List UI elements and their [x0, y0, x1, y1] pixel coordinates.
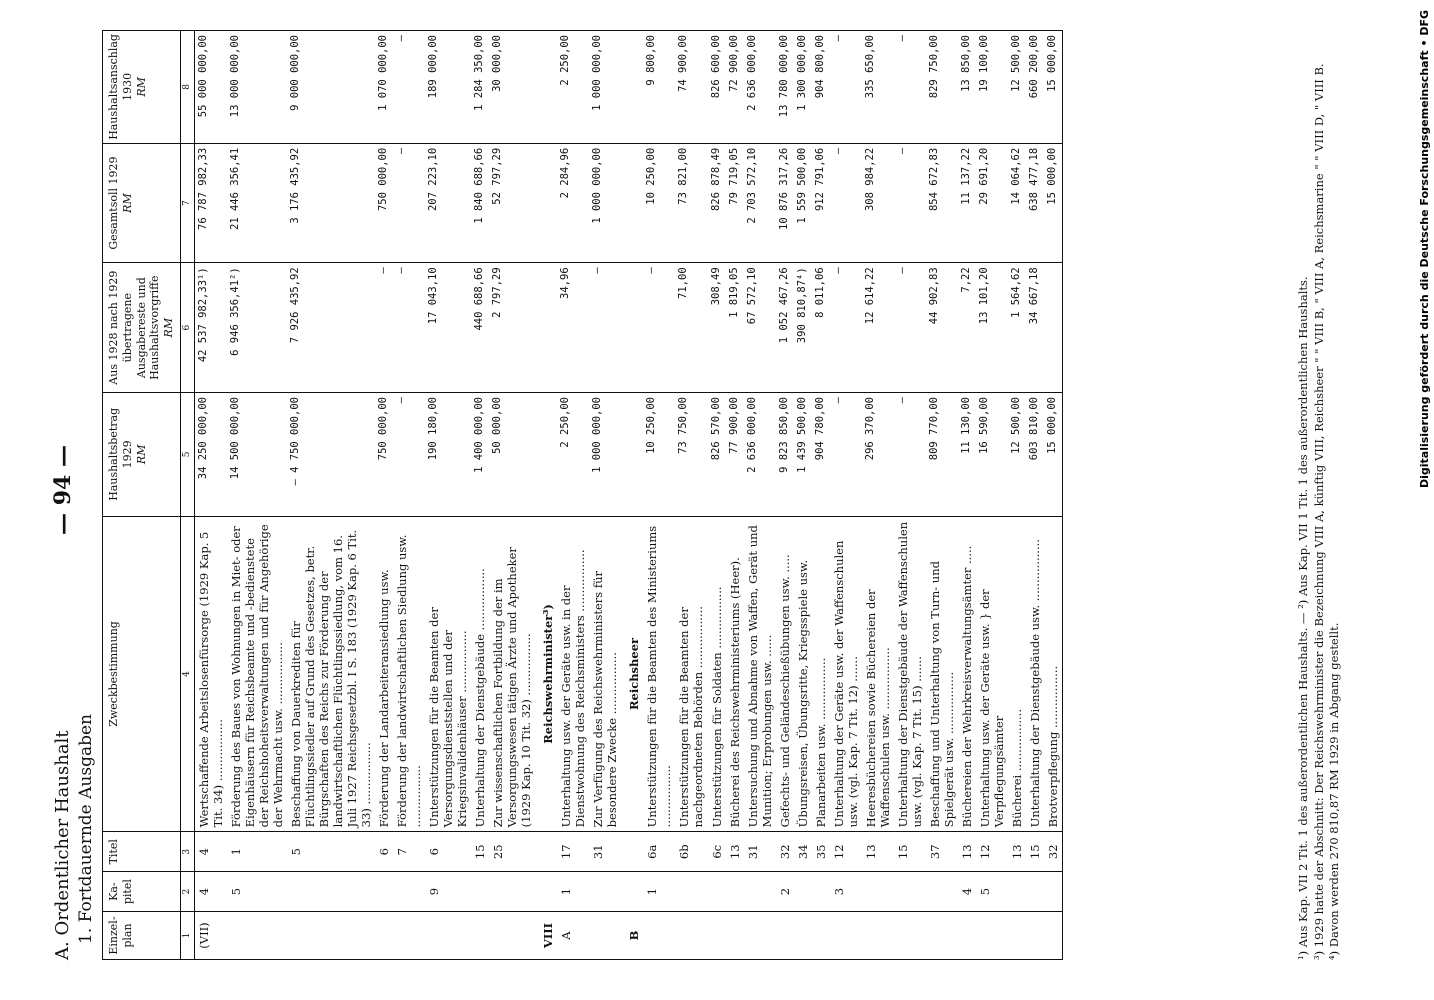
- table-row: [375, 31, 393, 960]
- column-number: 4: [180, 516, 194, 832]
- kapitel-cell: 9: [425, 872, 471, 912]
- zweck-cell: Bücherei .................: [1008, 516, 1026, 832]
- gesamtsoll-cell: 29 691,20: [976, 143, 1008, 263]
- betrag-1929-cell: 809 770,00: [926, 393, 958, 517]
- uebertragen-cell: —: [894, 263, 926, 393]
- gesamtsoll-cell: 2 703 572,10: [744, 143, 776, 263]
- gesamtsoll-cell: 1 559 500,00: [794, 143, 812, 263]
- empty-cell: [535, 143, 557, 263]
- uebertragen-cell: 2 797,29: [489, 263, 535, 393]
- table-row: [794, 31, 812, 960]
- titel-cell: 7: [393, 832, 425, 872]
- titel-cell: 6b: [675, 832, 707, 872]
- titel-cell: 35: [812, 832, 830, 872]
- table-row: [862, 31, 894, 960]
- kapitel-cell: 2: [776, 872, 794, 912]
- betrag-1929-cell: 9 823 850,00: [776, 393, 794, 517]
- zweck-cell: Förderung des Baues von Wohnungen in Miet- oder Eigenhäusern für Reichsbeamte und -bedienstete der Reichshoheitsverwaltungen und für Angehörige der Wehrmacht usw. .................: [227, 516, 287, 832]
- section-heading: Reichsheer: [621, 516, 643, 832]
- dfg-credit-text: Digitalisierung gefördert durch die Deutsche Forschungsgemeinschaft • DFG: [1418, 10, 1431, 489]
- plan-cell: [976, 912, 1008, 960]
- anschlag-1930-cell: 55 000 000,00: [195, 31, 228, 144]
- uebertragen-cell: 8 011,06: [812, 263, 830, 393]
- plan-cell: (VII): [195, 912, 228, 960]
- anschlag-1930-cell: 1 070 000,00: [375, 31, 393, 144]
- zweck-cell: Unterhaltung der Dienstgebäude .................: [471, 516, 489, 832]
- zweck-cell: Brotverpflegung .................: [1044, 516, 1063, 832]
- column-header: Titel: [103, 832, 181, 872]
- titel-cell: 32: [1044, 832, 1063, 872]
- empty-cell: [535, 872, 557, 912]
- kapitel-cell: [794, 872, 812, 912]
- kapitel-cell: 1: [557, 872, 589, 912]
- page-number: — 94 —: [50, 445, 76, 535]
- anschlag-1930-cell: 13 850,00: [958, 31, 976, 144]
- titel-cell: 6: [375, 832, 393, 872]
- anschlag-1930-cell: 660 200,00: [1026, 31, 1044, 144]
- table-row: [589, 31, 621, 960]
- zweck-cell: Unterhaltung der Dienstgebäude der Waffenschulen usw. (vgl. Kap. 7 Tit. 15) .......: [894, 516, 926, 832]
- zweck-cell: Unterhaltung der Dienstgebäude usw. .................: [1026, 516, 1044, 832]
- plan-cell: [425, 912, 471, 960]
- zweck-cell: Zur Verfügung des Reichswehrministers für besondere Zwecke .................: [589, 516, 621, 832]
- betrag-1929-cell: 750 000,00: [375, 393, 393, 517]
- footnote: ¹) Aus Kap. VII 2 Tit. 1 des außerordentlichen Haushalts. — ²) Aus Kap. VII 1 Tit. 1 des außerordentlichen Haushalts.: [1296, 276, 1310, 960]
- column-number: 6: [180, 263, 194, 393]
- betrag-1929-cell: 12 500,00: [1008, 393, 1026, 517]
- column-header: Haushaltsbetrag 1929 RM: [103, 393, 181, 517]
- betrag-1929-cell: —: [830, 393, 862, 517]
- titel-cell: 13: [862, 832, 894, 872]
- plan-cell: [287, 912, 375, 960]
- zweck-cell: Übungsreisen, Übungsritte, Kriegsspiele usw.: [794, 516, 812, 832]
- kapitel-cell: [393, 872, 425, 912]
- zweck-cell: Unterhaltung usw. der Geräte usw. } der Verpflegungsämter: [976, 516, 1008, 832]
- anschlag-1930-cell: 19 100,00: [976, 31, 1008, 144]
- plan-cell: [830, 912, 862, 960]
- titel-cell: 32: [776, 832, 794, 872]
- plan-cell: [675, 912, 707, 960]
- plan-cell: [393, 912, 425, 960]
- anschlag-1930-cell: 12 500,00: [1008, 31, 1026, 144]
- column-number: 7: [180, 143, 194, 263]
- gesamtsoll-cell: —: [393, 143, 425, 263]
- column-number: 2: [180, 872, 194, 912]
- titel-cell: 4: [195, 832, 228, 872]
- kapitel-cell: [862, 872, 894, 912]
- betrag-1929-cell: 14 500 000,00: [227, 393, 287, 517]
- table-row: [471, 31, 489, 960]
- anschlag-1930-cell: 829 750,00: [926, 31, 958, 144]
- kapitel-cell: [926, 872, 958, 912]
- betrag-1929-cell: 296 370,00: [862, 393, 894, 517]
- kapitel-cell: [287, 872, 375, 912]
- table-row: [643, 31, 675, 960]
- plan-cell: A: [557, 912, 589, 960]
- table-row: [894, 31, 926, 960]
- zweck-cell: Förderung der landwirtschaftlichen Siedlung usw. .................: [393, 516, 425, 832]
- zweck-cell: Unterstützungen für die Beamten der Versorgungsdienststellen und der Kriegsinvalidenhäuser .................: [425, 516, 471, 832]
- anschlag-1930-cell: 13 000 000,00: [227, 31, 287, 144]
- column-number: 5: [180, 393, 194, 517]
- section-row: [621, 31, 643, 960]
- uebertragen-cell: —: [643, 263, 675, 393]
- table-row: [744, 31, 776, 960]
- section-heading: Reichswehrminister³): [535, 516, 557, 832]
- titel-cell: 1: [227, 832, 287, 872]
- anschlag-1930-cell: 826 600,00: [708, 31, 726, 144]
- titel-cell: 37: [926, 832, 958, 872]
- gesamtsoll-cell: 52 797,29: [489, 143, 535, 263]
- kapitel-cell: [1026, 872, 1044, 912]
- kapitel-cell: [489, 872, 535, 912]
- zweck-cell: Förderung der Landarbeiteransiedlung usw.: [375, 516, 393, 832]
- betrag-1929-cell: 73 750,00: [675, 393, 707, 517]
- uebertragen-cell: 390 810,87⁴): [794, 263, 812, 393]
- plan-cell: [776, 912, 794, 960]
- zweck-cell: Planarbeiten usw. .................: [812, 516, 830, 832]
- column-header: Haushaltsanschlag 1930 RM: [103, 31, 181, 144]
- zweck-cell: Untersuchung und Abnahme von Waffen, Gerät und Munition; Erprobungen usw. ......: [744, 516, 776, 832]
- empty-cell: [535, 832, 557, 872]
- betrag-1929-cell: 16 590,00: [976, 393, 1008, 517]
- betrag-1929-cell: 1 000 000,00: [589, 393, 621, 517]
- uebertragen-cell: 440 688,66: [471, 263, 489, 393]
- table-row: [926, 31, 958, 960]
- kapitel-cell: [726, 872, 744, 912]
- kapitel-cell: [589, 872, 621, 912]
- table-row: [393, 31, 425, 960]
- uebertragen-cell: 7 926 435,92: [287, 263, 375, 393]
- titel-cell: 31: [744, 832, 776, 872]
- gesamtsoll-cell: 14 064,62: [1008, 143, 1026, 263]
- kapitel-cell: [675, 872, 707, 912]
- empty-cell: [535, 263, 557, 393]
- zweck-cell: Heeresbüchereien sowie Büchereien der Waffenschulen usw. .................: [862, 516, 894, 832]
- uebertragen-cell: 34 667,18: [1026, 263, 1044, 393]
- empty-cell: [621, 393, 643, 517]
- footnotes: [1296, 30, 1343, 960]
- plan-cell: [589, 912, 621, 960]
- plan-cell: [471, 912, 489, 960]
- uebertragen-cell: 12 614,22: [862, 263, 894, 393]
- gesamtsoll-cell: 11 137,22: [958, 143, 976, 263]
- kapitel-cell: 3: [830, 872, 862, 912]
- betrag-1929-cell: 826 570,00: [708, 393, 726, 517]
- plan-cell: [726, 912, 744, 960]
- betrag-1929-cell: 603 810,00: [1026, 393, 1044, 517]
- table-header-row: [103, 31, 181, 960]
- plan-cell: [862, 912, 894, 960]
- plan-cell: [1044, 912, 1063, 960]
- kapitel-cell: [1044, 872, 1063, 912]
- gesamtsoll-cell: 10 876 317,26: [776, 143, 794, 263]
- anschlag-1930-cell: 2 250,00: [557, 31, 589, 144]
- titel-cell: 15: [894, 832, 926, 872]
- plan-cell: [958, 912, 976, 960]
- plan-cell: [1026, 912, 1044, 960]
- anschlag-1930-cell: 1 300 000,00: [794, 31, 812, 144]
- kapitel-cell: 4: [958, 872, 976, 912]
- uebertragen-cell: 34,96: [557, 263, 589, 393]
- plan-cell: [227, 912, 287, 960]
- betrag-1929-cell: —: [393, 393, 425, 517]
- empty-cell: [621, 31, 643, 144]
- titel-cell: 15: [1026, 832, 1044, 872]
- zweck-cell: Unterstützungen für die Beamten des Ministeriums .................: [643, 516, 675, 832]
- gesamtsoll-cell: 76 787 982,33: [195, 143, 228, 263]
- column-number: 8: [180, 31, 194, 144]
- empty-cell: [621, 143, 643, 263]
- betrag-1929-cell: 190 180,00: [425, 393, 471, 517]
- titel-cell: 6a: [643, 832, 675, 872]
- uebertragen-cell: 17 043,10: [425, 263, 471, 393]
- plan-cell: [375, 912, 393, 960]
- zweck-cell: Beschaffung von Dauerkrediten für Flüchtlingssiedler auf Grund des Gesetzes, betr. Bürgschaften des Reichs zur Förderung der landwirtschaftlichen Flüchtlingssiedlung, vom 16. Juli 1927 Reichsgesetzbl. I S. 183 (1929 Kap. 6 Tit. 33) .................: [287, 516, 375, 832]
- gesamtsoll-cell: 10 250,00: [643, 143, 675, 263]
- uebertragen-cell: —: [830, 263, 862, 393]
- kapitel-cell: 5: [976, 872, 1008, 912]
- table-row: [1026, 31, 1044, 960]
- table-row: [1044, 31, 1063, 960]
- uebertragen-cell: 6 946 356,41²): [227, 263, 287, 393]
- column-number-row: [180, 31, 194, 960]
- gesamtsoll-cell: —: [830, 143, 862, 263]
- anschlag-1930-cell: —: [393, 31, 425, 144]
- uebertragen-cell: 67 572,10: [744, 263, 776, 393]
- betrag-1929-cell: — 4 750 000,00: [287, 393, 375, 517]
- table-row: [195, 31, 228, 960]
- table-row: [1008, 31, 1026, 960]
- plan-cell: [489, 912, 535, 960]
- section-row: [535, 31, 557, 960]
- table-row: [489, 31, 535, 960]
- betrag-1929-cell: 10 250,00: [643, 393, 675, 517]
- column-header: Ka-pitel: [103, 872, 181, 912]
- uebertragen-cell: —: [393, 263, 425, 393]
- titel-cell: 25: [489, 832, 535, 872]
- gesamtsoll-cell: 21 446 356,41: [227, 143, 287, 263]
- kapitel-cell: 4: [195, 872, 228, 912]
- column-header: Gesamtsoll 1929 RM: [103, 143, 181, 263]
- anschlag-1930-cell: 74 900,00: [675, 31, 707, 144]
- kapitel-cell: [708, 872, 726, 912]
- anschlag-1930-cell: —: [830, 31, 862, 144]
- zweck-cell: Unterstützungen für Soldaten .................: [708, 516, 726, 832]
- zweck-cell: Gefechts- und Geländeschießübungen usw. .....: [776, 516, 794, 832]
- uebertragen-cell: 71,00: [675, 263, 707, 393]
- betrag-1929-cell: 1 400 000,00: [471, 393, 489, 517]
- titel-cell: 13: [958, 832, 976, 872]
- titel-cell: 12: [976, 832, 1008, 872]
- titel-cell: 15: [471, 832, 489, 872]
- zweck-cell: Zur wissenschaftlichen Fortbildung der im Versorgungswesen tätigen Ärzte und Apotheker (1929 Kap. 10 Tit. 32) .................: [489, 516, 535, 832]
- table-row: [726, 31, 744, 960]
- betrag-1929-cell: 2 636 000,00: [744, 393, 776, 517]
- uebertragen-cell: [1044, 263, 1063, 393]
- plan-cell: [926, 912, 958, 960]
- plan-cell: [643, 912, 675, 960]
- gesamtsoll-cell: 3 176 435,92: [287, 143, 375, 263]
- titel-cell: 6: [425, 832, 471, 872]
- gesamtsoll-cell: 15 000,00: [1044, 143, 1063, 263]
- uebertragen-cell: 42 537 982,33¹): [195, 263, 228, 393]
- table-row: [776, 31, 794, 960]
- anschlag-1930-cell: 30 000,00: [489, 31, 535, 144]
- titel-cell: 5: [287, 832, 375, 872]
- section-code: B: [621, 912, 643, 960]
- uebertragen-cell: 44 902,83: [926, 263, 958, 393]
- betrag-1929-cell: —: [894, 393, 926, 517]
- plan-cell: [1008, 912, 1026, 960]
- footnote: ⁴) Davon werden 270 810,87 RM 1929 in Abgang gestellt.: [1327, 622, 1342, 960]
- anschlag-1930-cell: 2 636 000,00: [744, 31, 776, 144]
- table-row: [425, 31, 471, 960]
- betrag-1929-cell: 34 250 000,00: [195, 393, 228, 517]
- betrag-1929-cell: 50 000,00: [489, 393, 535, 517]
- gesamtsoll-cell: 308 984,22: [862, 143, 894, 263]
- betrag-1929-cell: 1 439 500,00: [794, 393, 812, 517]
- anschlag-1930-cell: 1 284 350,00: [471, 31, 489, 144]
- gesamtsoll-cell: 826 878,49: [708, 143, 726, 263]
- betrag-1929-cell: 904 780,00: [812, 393, 830, 517]
- gesamtsoll-cell: 73 821,00: [675, 143, 707, 263]
- empty-cell: [621, 872, 643, 912]
- table-row: [976, 31, 1008, 960]
- budget-table: [102, 30, 1063, 960]
- anschlag-1930-cell: 9 800,00: [643, 31, 675, 144]
- gesamtsoll-cell: 750 000,00: [375, 143, 393, 263]
- uebertragen-cell: 13 101,20: [976, 263, 1008, 393]
- section-code: VIII: [535, 912, 557, 960]
- zweck-cell: Beschaffung und Unterhaltung von Turn- und Spielgerät usw. .................: [926, 516, 958, 832]
- plan-cell: [812, 912, 830, 960]
- document-subtitle: 1. Fortdauernde Ausgaben: [76, 714, 96, 944]
- uebertragen-cell: —: [589, 263, 621, 393]
- gesamtsoll-cell: 1 000 000,00: [589, 143, 621, 263]
- kapitel-cell: [894, 872, 926, 912]
- betrag-1929-cell: 77 900,00: [726, 393, 744, 517]
- anschlag-1930-cell: 1 000 000,00: [589, 31, 621, 144]
- gesamtsoll-cell: 638 477,18: [1026, 143, 1044, 263]
- gesamtsoll-cell: 854 672,83: [926, 143, 958, 263]
- kapitel-cell: [375, 872, 393, 912]
- titel-cell: 17: [557, 832, 589, 872]
- table-row: [227, 31, 287, 960]
- gesamtsoll-cell: 912 791,06: [812, 143, 830, 263]
- anschlag-1930-cell: 72 900,00: [726, 31, 744, 144]
- uebertragen-cell: 1 819,05: [726, 263, 744, 393]
- titel-cell: 31: [589, 832, 621, 872]
- plan-cell: [744, 912, 776, 960]
- zweck-cell: Bücherei des Reichswehrministeriums (Heer).: [726, 516, 744, 832]
- uebertragen-cell: 7,22: [958, 263, 976, 393]
- gesamtsoll-cell: 79 719,05: [726, 143, 744, 263]
- uebertragen-cell: 308,49: [708, 263, 726, 393]
- kapitel-cell: 5: [227, 872, 287, 912]
- footnote: ³) 1929 hatte der Abschnitt: Der Reichswehrminister die Bezeichnung VIII A, künftig VIII, Reichsheer " " VIII B, " VIII A, Reichsmarine " " VIII D, " VIII B.: [1311, 63, 1326, 960]
- titel-cell: 12: [830, 832, 862, 872]
- empty-cell: [535, 31, 557, 144]
- anschlag-1930-cell: 9 000 000,00: [287, 31, 375, 144]
- zweck-cell: Wertschaffende Arbeitslosenfürsorge (1929 Kap. 5 Tit. 34) .................: [195, 516, 228, 832]
- column-number: 3: [180, 832, 194, 872]
- table-row: [557, 31, 589, 960]
- column-number: 1: [180, 912, 194, 960]
- kapitel-cell: 1: [643, 872, 675, 912]
- empty-cell: [621, 832, 643, 872]
- table-row: [958, 31, 976, 960]
- titel-cell: 6c: [708, 832, 726, 872]
- anschlag-1930-cell: —: [894, 31, 926, 144]
- zweck-cell: Unterstützungen für die Beamten der nachgeordneten Behörden .................: [675, 516, 707, 832]
- table-row: [830, 31, 862, 960]
- titel-cell: 13: [1008, 832, 1026, 872]
- column-header: Einzel-plan: [103, 912, 181, 960]
- kapitel-cell: [744, 872, 776, 912]
- zweck-cell: Büchereien der Wehrkreisverwaltungsämter .....: [958, 516, 976, 832]
- zweck-cell: Unterhaltung usw. der Geräte usw. in der Dienstwohnung des Reichsministers .................: [557, 516, 589, 832]
- anschlag-1930-cell: 335 650,00: [862, 31, 894, 144]
- table-row: [675, 31, 707, 960]
- kapitel-cell: [471, 872, 489, 912]
- uebertragen-cell: 1 052 467,26: [776, 263, 794, 393]
- plan-cell: [894, 912, 926, 960]
- uebertragen-cell: —: [375, 263, 393, 393]
- kapitel-cell: [812, 872, 830, 912]
- anschlag-1930-cell: 13 780 000,00: [776, 31, 794, 144]
- zweck-cell: Unterhaltung der Geräte usw. der Waffenschulen usw. (vgl. Kap. 7 Tit. 12) .......: [830, 516, 862, 832]
- anschlag-1930-cell: 15 000,00: [1044, 31, 1063, 144]
- table-body: [195, 31, 1063, 960]
- gesamtsoll-cell: —: [894, 143, 926, 263]
- anschlag-1930-cell: 189 000,00: [425, 31, 471, 144]
- gesamtsoll-cell: 1 840 688,66: [471, 143, 489, 263]
- empty-cell: [535, 393, 557, 517]
- betrag-1929-cell: 2 250,00: [557, 393, 589, 517]
- document-title: A. Ordentlicher Haushalt: [52, 730, 73, 960]
- uebertragen-cell: 1 564,62: [1008, 263, 1026, 393]
- titel-cell: 34: [794, 832, 812, 872]
- table-row: [287, 31, 375, 960]
- plan-cell: [708, 912, 726, 960]
- table-row: [812, 31, 830, 960]
- column-header: Zweckbestimmung: [103, 516, 181, 832]
- gesamtsoll-cell: 2 284,96: [557, 143, 589, 263]
- column-header: Aus 1928 nach 1929 übertragene Ausgabereste und Haushaltsvorgriffe RM: [103, 263, 181, 393]
- titel-cell: 13: [726, 832, 744, 872]
- kapitel-cell: [1008, 872, 1026, 912]
- table-row: [708, 31, 726, 960]
- empty-cell: [621, 263, 643, 393]
- gesamtsoll-cell: 207 223,10: [425, 143, 471, 263]
- betrag-1929-cell: 11 130,00: [958, 393, 976, 517]
- plan-cell: [794, 912, 812, 960]
- anschlag-1930-cell: 904 800,00: [812, 31, 830, 144]
- betrag-1929-cell: 15 000,00: [1044, 393, 1063, 517]
